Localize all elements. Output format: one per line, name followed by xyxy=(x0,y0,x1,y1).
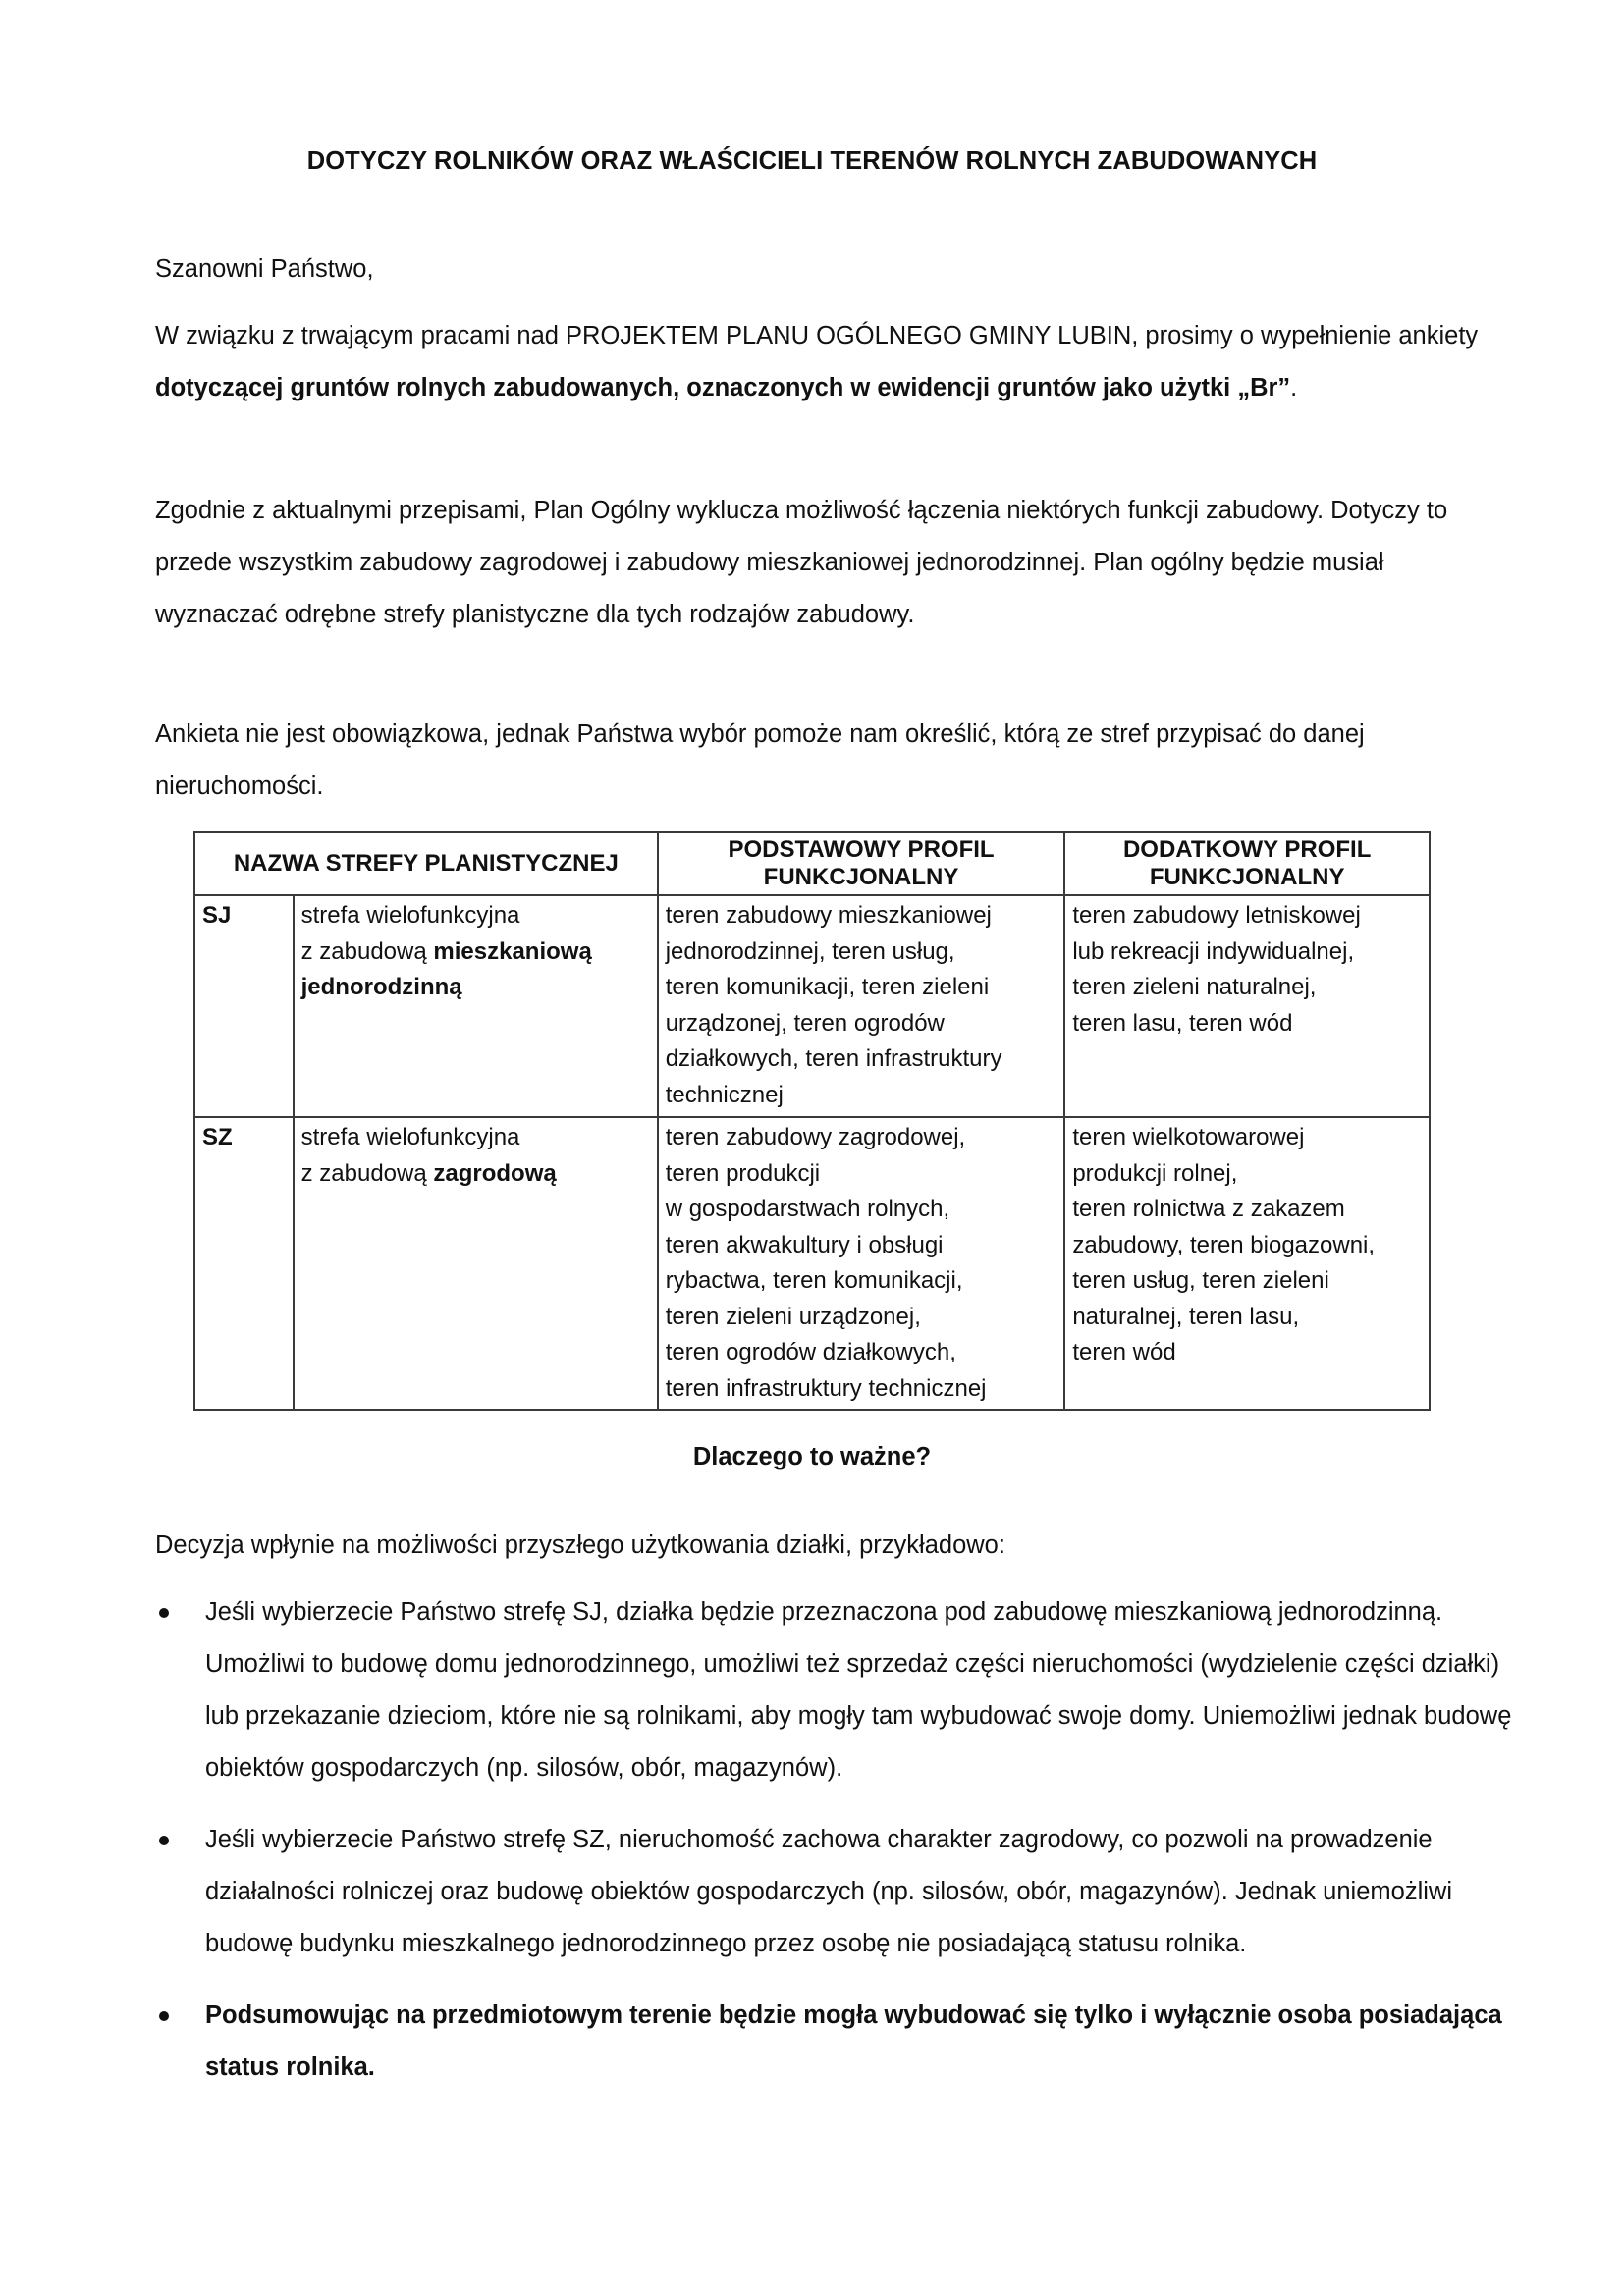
header-additional-profile: DODATKOWY PROFIL FUNKCJONALNY xyxy=(1064,832,1430,895)
list-item-text: Jeśli wybierzecie Państwo strefę SJ, działka będzie przeznaczona pod zabudowę mieszkaniową jednorodzinną. Umożliwi to budowę domu jednorodzinnego, umożliwi też sprzedaż części nieruchomości (wydzielenie części działki) lub przekazanie dzieciom, które nie są rolnikami, aby mogły tam wybudować swoje domy. Uniemożliwi jednak budowę obiektów gospodarczych (np. silosów, obór, magazynów). xyxy=(205,1598,1512,1782)
list-item xyxy=(155,1814,1530,1970)
zone-description-bold: zagrodową xyxy=(433,1159,557,1187)
basic-profile-line: teren zabudowy zagrodowej, xyxy=(665,1124,966,1150)
basic-profile-line: urządzonej, teren ogrodów xyxy=(665,1009,945,1037)
greeting: Szanowni Państwo, xyxy=(155,255,374,283)
paragraph-decision-intro: Decyzja wpłynie na możliwości przyszłego użytkowania działki, przykładowo: xyxy=(155,1531,1005,1559)
zone-description xyxy=(294,895,658,1117)
bullet-icon xyxy=(159,1608,169,1618)
basic-profile-line: teren zieleni urządzonej, xyxy=(665,1303,921,1330)
zone-basic-profile xyxy=(658,1117,1065,1410)
bullet-icon xyxy=(159,1836,169,1845)
zone-description-line: strefa wielofunkcyjna xyxy=(300,902,520,929)
additional-profile-line: teren wód xyxy=(1072,1339,1176,1365)
additional-profile-line: teren zabudowy letniskowej xyxy=(1072,902,1361,929)
paragraph-survey-request xyxy=(155,310,1490,414)
list-item xyxy=(155,1586,1530,1794)
header-zone-name: NAZWA STREFY PLANISTYCZNEJ xyxy=(194,832,658,895)
paragraph-survey-optional: Ankieta nie jest obowiązkowa, jednak Państwa wybór pomoże nam określić, którą ze stref przypisać do danej nieruchomości. xyxy=(155,721,1365,800)
basic-profile-line: jednorodzinnej, teren usług, xyxy=(665,937,955,965)
basic-profile-line: rybactwa, teren komunikacji, xyxy=(665,1267,963,1294)
section-heading: Dlaczego to ważne? xyxy=(692,1443,932,1470)
basic-profile-line: teren akwakultury i obsługi xyxy=(665,1231,944,1258)
paragraph-survey-request-end: . xyxy=(1290,374,1298,401)
list-item xyxy=(155,1990,1530,2094)
table-row xyxy=(194,895,1430,1117)
paragraph-regulations: Zgodnie z aktualnymi przepisami, Plan Ogólny wyklucza możliwość łączenia niektórych funkcji zabudowy. Dotyczy to przede wszystkim zabudowy zagrodowej i zabudowy mieszkaniowej jednorodzinnej. Plan ogólny będzie musiał wyznaczać odrębne strefy planistyczne dla tych rodzajów zabudowy. xyxy=(155,497,1448,628)
zones-table xyxy=(193,831,1431,1411)
zone-code: SJ xyxy=(194,895,294,1117)
zones-table-header-row xyxy=(194,832,1430,895)
basic-profile-line: teren komunikacji, teren zieleni xyxy=(665,974,990,1000)
list-item-text: Podsumowując na przedmiotowym terenie będzie mogła wybudować się tylko i wyłącznie osoba posiadająca status rolnika. xyxy=(205,2002,1502,2081)
additional-profile-line: teren zieleni naturalnej, xyxy=(1072,974,1317,1000)
additional-profile-line: naturalnej, teren lasu, xyxy=(1072,1303,1300,1330)
basic-profile-line: teren infrastruktury technicznej xyxy=(665,1374,987,1402)
additional-profile-line: lub rekreacji indywidualnej, xyxy=(1072,937,1355,965)
additional-profile-line: zabudowy, teren biogazowni, xyxy=(1072,1231,1376,1258)
consequences-list xyxy=(155,1586,1530,2113)
zone-description xyxy=(294,1117,658,1410)
basic-profile-line: teren zabudowy mieszkaniowej xyxy=(665,902,992,929)
additional-profile-line: produkcji rolnej, xyxy=(1072,1159,1238,1187)
additional-profile-line: teren lasu, teren wód xyxy=(1072,1009,1293,1037)
zone-additional-profile xyxy=(1064,1117,1430,1410)
additional-profile-line: teren wielkotowarowej xyxy=(1072,1124,1305,1150)
bullet-icon xyxy=(159,2011,169,2021)
zone-description-line: strefa wielofunkcyjna xyxy=(300,1124,520,1150)
basic-profile-line: działkowych, teren infrastruktury xyxy=(665,1045,1002,1072)
basic-profile-line: technicznej xyxy=(665,1081,784,1108)
document-title: DOTYCZY ROLNIKÓW ORAZ WŁAŚCICIELI TERENÓW ROLNYCH ZABUDOWANYCH xyxy=(306,147,1318,175)
additional-profile-line: teren usług, teren zieleni xyxy=(1072,1267,1329,1294)
list-item-text: Jeśli wybierzecie Państwo strefę SZ, nieruchomość zachowa charakter zagrodowy, co pozwoli na prowadzenie działalności rolniczej oraz budowę obiektów gospodarczych (np. silosów, obór, magazynów). Jednak uniemożliwi budowę budynku mieszkalnego jednorodzinnego przez osobę nie posiadającą statusu rolnika. xyxy=(205,1826,1452,1957)
zone-description-prefix: z zabudową xyxy=(300,1159,434,1187)
additional-profile-line: teren rolnictwa z zakazem xyxy=(1072,1196,1345,1222)
basic-profile-line: teren ogrodów działkowych, xyxy=(665,1339,956,1365)
zone-additional-profile xyxy=(1064,895,1430,1117)
zone-basic-profile xyxy=(658,895,1065,1117)
basic-profile-line: w gospodarstwach rolnych, xyxy=(665,1196,950,1222)
zone-code: SZ xyxy=(194,1117,294,1410)
zone-description-prefix: z zabudową xyxy=(300,937,434,965)
header-basic-profile: PODSTAWOWY PROFIL FUNKCJONALNY xyxy=(658,832,1065,895)
basic-profile-line: teren produkcji xyxy=(665,1159,821,1187)
paragraph-survey-request-bold: dotyczącej gruntów rolnych zabudowanych, oznaczonych w ewidencji gruntów jako użytki „Br” xyxy=(155,374,1291,401)
zone-description-bold: mieszkaniową jednorodzinną xyxy=(300,937,592,1000)
table-row xyxy=(194,1117,1430,1410)
paragraph-survey-request-text: W związku z trwającym pracami nad PROJEKTEM PLANU OGÓLNEGO GMINY LUBIN, prosimy o wypełnienie ankiety xyxy=(155,322,1479,349)
